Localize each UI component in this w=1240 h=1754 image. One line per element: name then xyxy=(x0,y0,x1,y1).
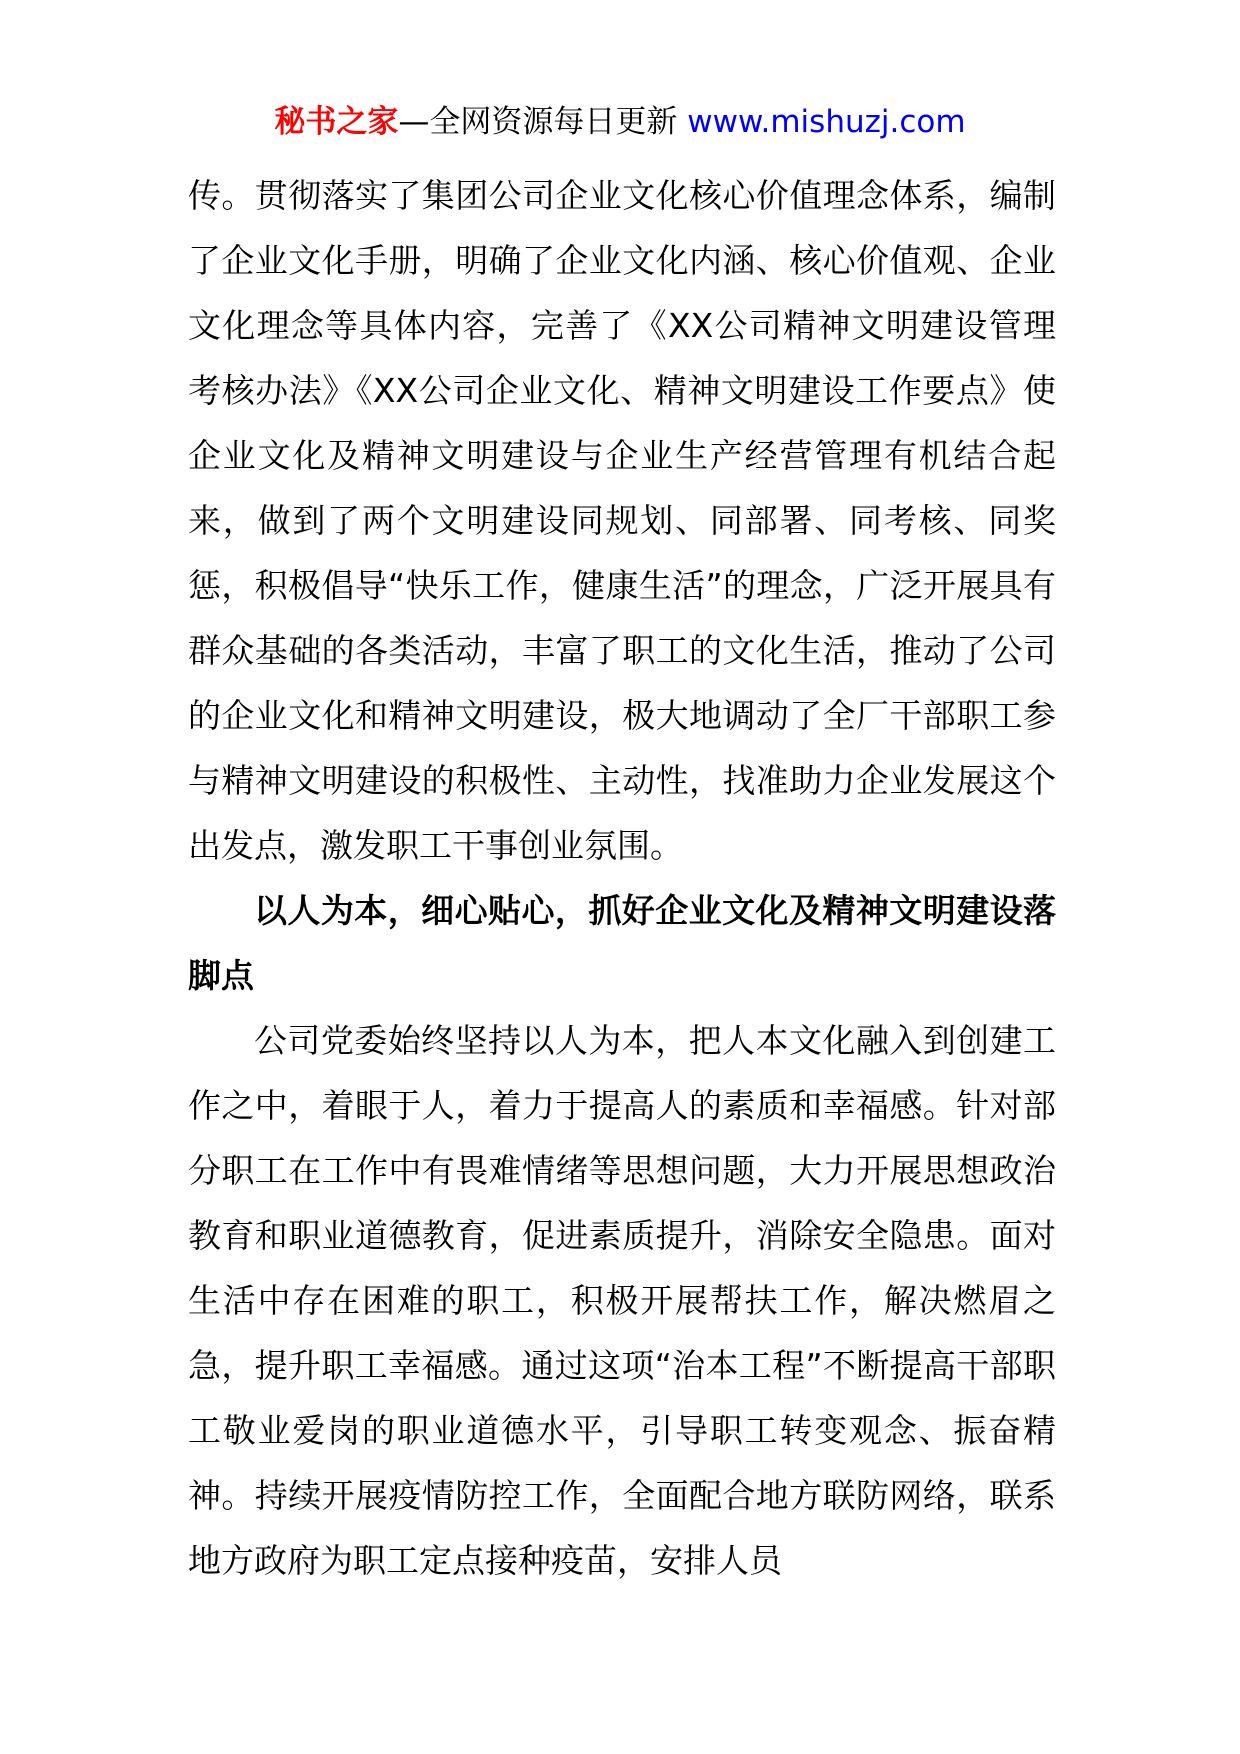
site-header xyxy=(0,100,1240,144)
body-paragraph-2: 公司党委始终坚持以人为本，把人本文化融入到创建工作之中，着眼于人，着力于提高人的素质和幸福感。针对部分职工在工作中有畏难情绪等思想问题，大力开展思想政治教育和职业道德教育，促进素质提升，消除安全隐患。面对生活中存在困难的职工，积极开展帮扶工作，解决燃眉之急，提升职工幸福感。通过这项“治本工程”不断提高干部职工敬业爱岗的职业道德水平，引导职工转变观念、振奋精神。持续开展疫情防控工作，全面配合地方联防网络，联系地方政府为职工定点接种疫苗，安排人员 xyxy=(188,1021,1056,1580)
brand-name: 秘书之家 xyxy=(274,104,399,140)
section-heading: 以人为本，细心贴心，抓好企业文化及精神文明建设落脚点 xyxy=(188,891,1056,995)
document-body xyxy=(188,163,1056,1593)
site-url-link[interactable]: www.mishuzj.com xyxy=(687,104,966,140)
body-paragraph-1: 传。贯彻落实了集团公司企业文化核心价值理念体系，编制了企业文化手册，明确了企业文化内涵、核心价值观、企业文化理念等具体内容，完善了《XX公司精神文明建设管理考核办法》《XX公司企业文化、精神文明建设工作要点》使企业文化及精神文明建设与企业生产经营管理有机结合起来，做到了两个文明建设同规划、同部署、同考核、同奖惩，积极倡导“快乐工作，健康生活”的理念，广泛开展具有群众基础的各类活动，丰富了职工的文化生活，推动了公司的企业文化和精神文明建设，极大地调动了全厂干部职工参与精神文明建设的积极性、主动性，找准助力企业发展这个出发点，激发职工干事创业氛围。 xyxy=(188,176,1056,865)
header-tagline: —全网资源每日更新 xyxy=(398,104,688,140)
